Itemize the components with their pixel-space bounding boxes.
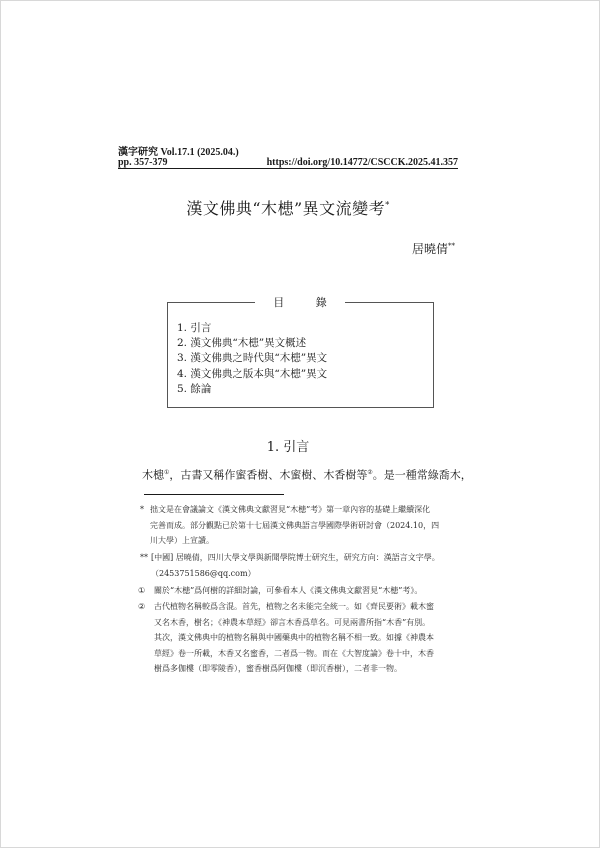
page-range: pp. 357-379	[118, 157, 168, 168]
footnote-mark: **	[140, 553, 148, 562]
article-title-text: 漢文佛典“木槵”異文流變考	[186, 199, 386, 218]
footnote-ref-1[interactable]: ①	[164, 469, 170, 476]
journal-name-volume: 漢字研究 Vol.17.1 (2025.04.)	[118, 147, 239, 158]
toc-item[interactable]: 1. 引言	[177, 322, 212, 334]
footnote-ref-2[interactable]: ②	[367, 469, 373, 476]
footnote	[138, 599, 469, 677]
footnote-text: [中國] 居曉倩，四川大學文學與新聞學院博士研究生，研究方向：漢語言文字學。 （2453751586@qq.com）	[151, 553, 440, 578]
footnote-mark: ①	[138, 586, 146, 595]
footnote-mark: ②	[138, 602, 146, 611]
footnote-divider	[144, 494, 284, 495]
toc-item[interactable]: 2. 漢文佛典“木槵”異文概述	[177, 337, 307, 350]
toc-heading: 目 錄	[255, 294, 345, 310]
body-text-a: 木槵	[142, 468, 164, 482]
section-heading-intro: 1. 引言	[266, 440, 310, 455]
author-name: 居曉倩	[411, 242, 448, 256]
title-footnote-mark[interactable]: *	[385, 200, 390, 210]
footnote	[140, 502, 469, 549]
journal-pages-doi	[118, 157, 458, 168]
article-title	[118, 196, 458, 219]
body-paragraph	[118, 465, 472, 484]
author-footnote-mark[interactable]: **	[448, 242, 455, 250]
header-divider	[118, 168, 458, 169]
body-text-b: ，古書又稱作蜜香樹、木蜜樹、木香樹等	[169, 468, 368, 482]
footnote-text: 拙文是在會議論文《漢文佛典文獻習見“木槵”考》第一章內容的基礎上繼續深化 完善而成。部分觀點已於第十七屆漢文佛典語言學國際學術研討會（2024.10，四 川大學）上宣讀。	[150, 505, 440, 546]
journal-info	[118, 143, 458, 158]
body-text-c: 。是一種常綠喬木，	[372, 468, 472, 482]
footnote-mark: *	[140, 505, 144, 514]
toc-list	[177, 321, 327, 397]
toc-item[interactable]: 3. 漢文佛典之時代與“木槵”異文	[177, 352, 328, 365]
footnote-text: 古代植物名稱較爲含混。首先，植物之名未能完全統一。如《齊民要術》載木蜜 又名木香，樹名；《神農本草經》卻言木香爲草名。可見兩書所指“木香”有別。 其次，漢文佛典中的植物名稱與中國藥典中的植物名稱不相一致。如據《神農本 草經》卷一所載，木香又名蜜香，二者爲一物。而在《大智度論》卷十中，木香 樹爲多伽樓（即零陵香），蜜香樹爲阿伽樓（即沉香樹），二者非一物。	[154, 602, 434, 674]
footnote-text: 關於“木槵”爲何樹的詳細討論，可參看本人《漢文佛典文獻習見“木槵”考》。	[154, 586, 423, 595]
toc-item[interactable]: 5. 餘論	[177, 382, 212, 395]
author	[412, 240, 455, 257]
footnote	[138, 583, 469, 599]
footnote	[140, 550, 469, 581]
doi-link[interactable]: https://doi.org/10.14772/CSCCK.2025.41.357	[266, 157, 458, 168]
toc-item[interactable]: 4. 漢文佛典之版本與“木槵”異文	[177, 367, 328, 380]
